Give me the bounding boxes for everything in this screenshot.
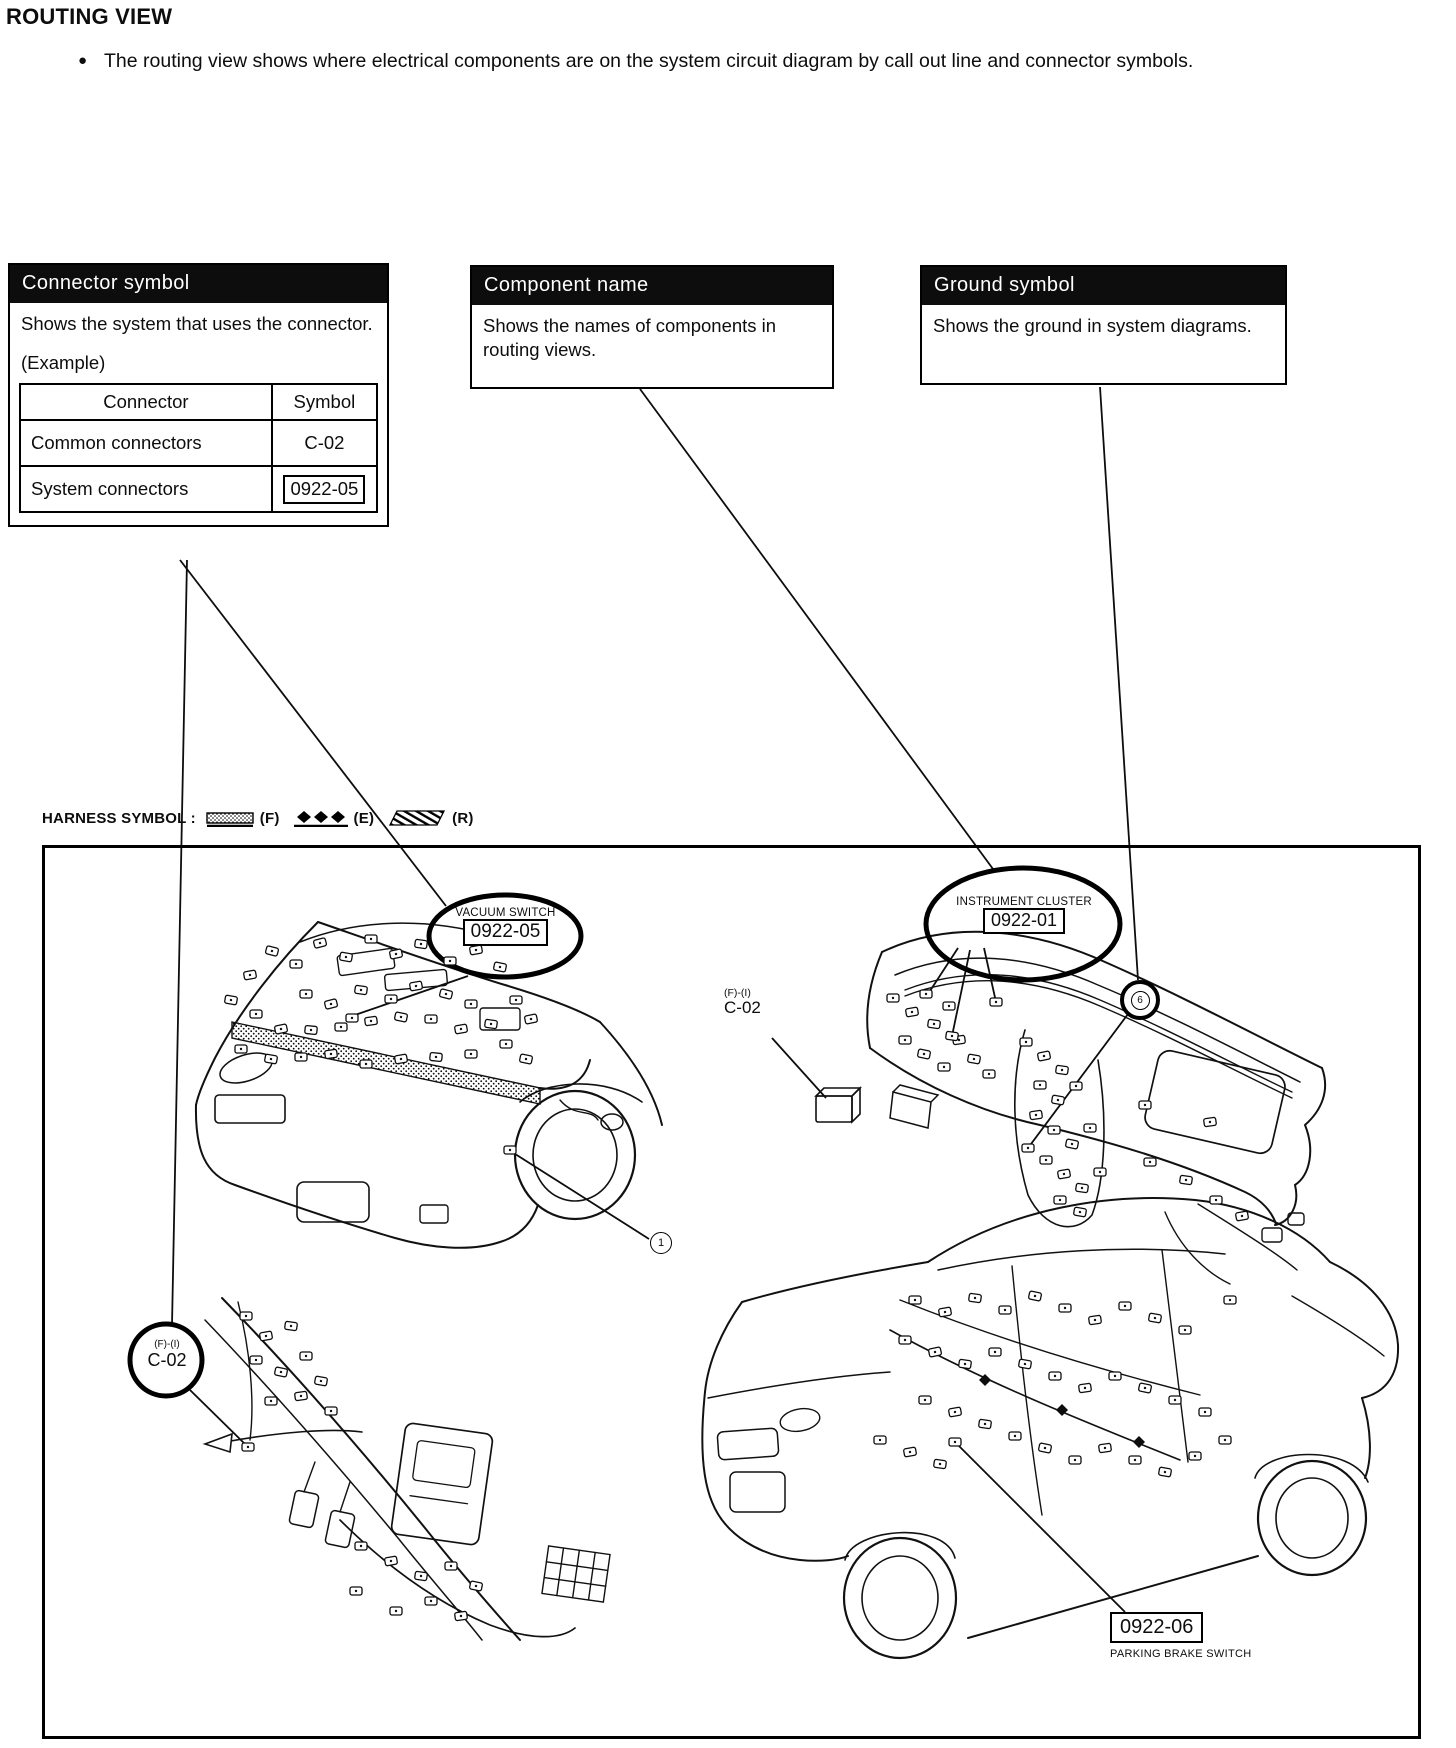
bullet-icon: ● (78, 52, 88, 69)
rear-harness-code: (R) (452, 810, 474, 827)
component-name-callout (470, 265, 834, 389)
ground-symbol-title: Ground symbol (922, 267, 1285, 305)
connector-symbol-body: Shows the system that uses the connector. (21, 313, 373, 334)
intro-bullet (78, 40, 1298, 82)
harness-legend (42, 810, 488, 827)
engine-harness-pattern-icon (294, 810, 348, 827)
callout-marker-1: 1 (650, 1232, 672, 1254)
connector-symbol-callout (8, 263, 389, 527)
example-label: (Example) (21, 352, 106, 373)
vacuum-switch-label (438, 907, 573, 946)
ground-symbol-body: Shows the ground in system diagrams. (933, 315, 1252, 336)
connector-symbol-table (19, 383, 378, 513)
parking-brake-code: 0922-06 (1110, 1612, 1203, 1643)
dash-connector-label (136, 1340, 198, 1369)
component-name-body: Shows the names of components in routing views. (483, 315, 777, 360)
table-header-connector: Connector (20, 384, 272, 420)
panel-connector-code: C-02 (724, 998, 761, 1018)
rear-harness-pattern-icon (388, 810, 446, 827)
connector-symbol-title: Connector symbol (10, 265, 387, 303)
front-harness-code: (F) (259, 810, 280, 827)
harness-legend-label: HARNESS SYMBOL : (42, 810, 196, 827)
instrument-cluster-code: 0922-01 (983, 908, 1065, 934)
bullet-text: The routing view shows where electrical components are on the system circuit diagram by call out line and connector symbols. (104, 50, 1194, 72)
row-system-symbol (272, 466, 377, 512)
boxed-symbol-code: 0922-05 (283, 475, 365, 504)
table-header-symbol: Symbol (272, 384, 377, 420)
engine-harness-code: (E) (353, 810, 375, 827)
diagram-frame (42, 845, 1421, 1739)
ground-marker-number: 6 (1131, 991, 1150, 1010)
dash-connector-code: C-02 (147, 1349, 187, 1370)
ground-symbol-callout (920, 265, 1287, 385)
front-harness-pattern-icon (206, 811, 254, 827)
table-row (20, 466, 377, 512)
parking-brake-name: PARKING BRAKE SWITCH (1110, 1648, 1252, 1660)
ground-marker (1120, 980, 1160, 1020)
page-title: ROUTING VIEW (6, 4, 173, 29)
panel-connector-label (724, 988, 761, 1017)
vacuum-switch-name: VACUUM SWITCH (455, 907, 556, 919)
row-common-name: Common connectors (20, 420, 272, 466)
parking-brake-label (1110, 1612, 1251, 1660)
instrument-cluster-name: INSTRUMENT CLUSTER (956, 896, 1092, 908)
instrument-cluster-label (940, 896, 1108, 934)
row-system-name: System connectors (20, 466, 272, 512)
vacuum-switch-code: 0922-05 (463, 919, 549, 946)
table-row (20, 420, 377, 466)
dash-connector-prefix: (F)-(I) (154, 1339, 180, 1350)
component-name-title: Component name (472, 267, 832, 305)
panel-connector-prefix: (F)-(I) (724, 987, 751, 999)
row-common-symbol: C-02 (272, 420, 377, 466)
